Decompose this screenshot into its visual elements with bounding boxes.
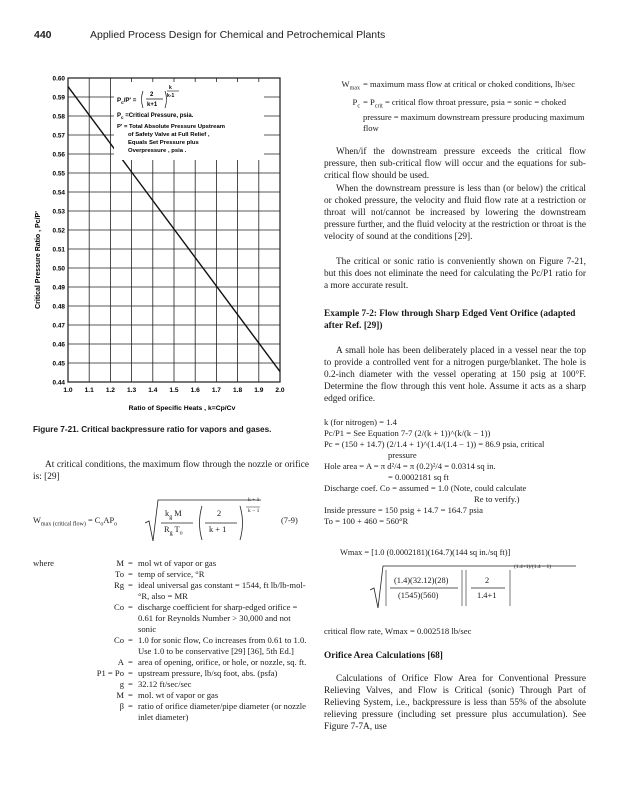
- calc-line: k (for nitrogen) = 1.4: [324, 417, 397, 427]
- wmax-num: (1.4)(32.12)(28): [394, 576, 449, 585]
- definition-text: ideal universal gas constant = 1544, ft lb/lb-mol-°R, also = MR: [138, 580, 306, 601]
- def-wmax-sub: max: [349, 85, 360, 92]
- right-paragraph-2: When the downstream pressure is less than (or below) the critical or choked pressure, the velocity and fluid flow rate at a restriction or throat will not/cannot be increased by lowering the downstream pressure further, and the fluid velocity at the restriction or throat is the velocity of sound at the conditions [29].: [324, 184, 586, 242]
- def-wmax-w: W: [341, 79, 350, 89]
- y-tick-label: 0.50: [52, 265, 65, 273]
- wmax-kp1: 1.4+1: [477, 591, 497, 600]
- def-wmax-sym: [324, 79, 363, 95]
- y-tick-labels: [53, 75, 66, 386]
- definition-equals: =: [128, 602, 133, 612]
- figure-caption-text: Figure 7-21. Critical backpressure ratio for vapors and gases.: [33, 425, 272, 434]
- y-tick-label: 0.51: [52, 246, 65, 254]
- right-paragraph-3: The critical or sonic ratio is conveniently shown on Figure 7-21, but this does not eliminate the need for calculating the Pc/P1 ratio for a more accurate result.: [324, 257, 586, 291]
- wmax-equation: [324, 548, 586, 610]
- definition-text: ratio of orifice diameter/pipe diameter (or nozzle inlet diameter): [138, 701, 306, 722]
- legend-line-4: of Safety Valve at Full Relief ,: [128, 132, 210, 138]
- definition-symbol: P1 = Po: [96, 668, 124, 678]
- legend-frac-den: k+1: [147, 102, 158, 108]
- y-tick-label: 0.59: [52, 94, 65, 102]
- calc-line: Inside pressure = 150 psig + 14.7 = 164.7 psia: [324, 505, 483, 515]
- def-pc-body: [363, 97, 586, 135]
- eq-rhs-ap: AP: [103, 516, 115, 525]
- definition-text: mol wt of vapor or gas: [138, 558, 217, 568]
- eq-kp1: k + 1: [209, 525, 227, 534]
- x-tick-label: 1.1: [84, 387, 94, 394]
- y-tick-label: 0.48: [52, 303, 65, 311]
- x-tick-label: 1.8: [233, 387, 243, 394]
- x-tick-label: 1.6: [190, 387, 200, 394]
- x-axis-label: Ratio of Specific Heats , k=Cp/Cv: [128, 405, 236, 412]
- definition-symbol: A: [117, 657, 124, 667]
- eq-num1-sub: g: [169, 514, 173, 521]
- wmax-two: 2: [485, 576, 490, 585]
- where-label: where: [33, 558, 54, 568]
- def-pc-p: P: [352, 96, 358, 107]
- x-tick-label: 1.7: [211, 387, 221, 394]
- definition-symbol: β: [119, 701, 124, 711]
- section-title: Orifice Area Calculations [68]: [324, 651, 443, 661]
- x-tick-label: 1.9: [254, 387, 264, 394]
- x-tick-label: 1.5: [169, 387, 179, 394]
- eq-exp-bot: k − 1: [248, 508, 260, 514]
- eq-den1-sub: g: [169, 530, 173, 537]
- def-wmax: [324, 79, 586, 95]
- eq-den1-r: R: [164, 525, 170, 534]
- definition-row: [52, 602, 310, 635]
- definition-row: [52, 580, 310, 602]
- right-top-definitions: [324, 79, 586, 134]
- definition-equals: =: [128, 635, 133, 645]
- legend-exp-den: k-1: [167, 93, 175, 99]
- definition-row: [52, 635, 310, 657]
- legend-line-2: $P_c$ =Critical Pressure, psia.: [117, 113, 194, 120]
- example-paragraph: A small hole has been deliberately placed in a vessel near the top to provide a controlled vent for a nitrogen purge/blanket. The hole is 0.2-inch diameter with the vessel operating at 150 psig at 100°F. Determine the flow through this vent hole. Assume it acts as a sharp edged orifice.: [324, 346, 586, 404]
- y-tick-label: 0.46: [52, 341, 65, 349]
- legend-exp-num: k: [169, 85, 172, 91]
- definition-equals: =: [128, 701, 133, 711]
- x-tick-label: 1.2: [105, 387, 115, 394]
- x-tick-label: 1.3: [127, 387, 137, 394]
- def-pc-sub: c: [357, 103, 360, 110]
- eq-num1-m: M: [174, 509, 182, 518]
- eq-lhs: [33, 516, 117, 528]
- definition-equals: =: [128, 580, 133, 590]
- equation-7-9: [33, 497, 313, 545]
- definition-equals: =: [128, 657, 133, 667]
- page-number: 440: [34, 29, 52, 41]
- y-tick-label: 0.53: [52, 208, 65, 216]
- example-title: Example 7-2: Flow through Sharp Edged Vent Orifice (adapted after Ref. [29]): [324, 309, 576, 331]
- y-tick-label: 0.57: [52, 132, 65, 140]
- eq-rhs-c: = C: [87, 516, 101, 525]
- eq-lhs-sub: max (critical flow): [40, 521, 86, 528]
- y-tick-label: 0.47: [52, 322, 65, 330]
- y-tick-label: 0.58: [52, 113, 65, 121]
- eq-sqrt-sign: [145, 500, 261, 541]
- calc-line: Pc/P1 = See Equation 7-7 (2/(k + 1))^(k/(k − 1)): [324, 428, 491, 438]
- legend-line-3: P' = Total Absolute Pressure Upstream: [117, 124, 225, 130]
- legend-frac-num: 2: [150, 92, 154, 98]
- definition-text: upstream pressure, lb/sq foot, abs. (psfa): [138, 668, 278, 678]
- eq-den1-t: T: [174, 525, 180, 534]
- eq-sqrt: [145, 497, 265, 545]
- def-pc: [324, 97, 586, 135]
- eq-two: 2: [217, 509, 222, 518]
- definition-list: [52, 558, 310, 723]
- definition-symbol: Rg: [113, 580, 124, 590]
- critical-flow-result: critical flow rate, Wmax = 0.002518 lb/sec: [324, 626, 472, 636]
- x-tick-label: 1.4: [148, 387, 158, 394]
- definition-equals: =: [128, 679, 133, 689]
- def-pc-text: = critical flow throat pressure, psia = sonic = choked pressure = maximum downstream pressure producing maximum flow: [363, 96, 585, 134]
- definition-equals: =: [128, 569, 133, 579]
- definition-text: mol. wt of vapor or gas: [138, 690, 219, 700]
- definition-symbol: To: [115, 569, 124, 579]
- legend-line-6: Overpressure , psia .: [128, 148, 187, 154]
- wmax-sqrt-sign: [370, 566, 576, 608]
- def-pc-sym: [324, 97, 363, 135]
- definition-equals: =: [128, 558, 133, 568]
- figure-caption: [33, 425, 313, 434]
- x-tick-labels: [63, 387, 284, 394]
- definition-equals: =: [128, 668, 133, 678]
- def-wmax-text: = maximum mass flow at critical or choked conditions, lb/sec: [363, 79, 576, 89]
- y-tick-label: 0.49: [52, 284, 65, 292]
- wmax-line: Wmax = [1.0 (0.0002181)(164.7)(144 sq in./sq ft)]: [340, 548, 511, 557]
- eq-label: (7-9): [281, 516, 298, 525]
- y-tick-label: 0.52: [52, 227, 65, 235]
- definition-text: temp of service, °R: [138, 569, 205, 579]
- definition-row: [52, 701, 310, 723]
- definition-row: [52, 569, 310, 580]
- y-tick-label: 0.55: [52, 170, 65, 178]
- definition-row: [52, 690, 310, 701]
- y-tick-label: 0.44: [52, 379, 65, 387]
- y-axis-label: Critical Pressure Ratio , Pc/P': [35, 211, 42, 309]
- definition-text: area of opening, orifice, or hole, or nozzle, sq. ft.: [138, 657, 307, 667]
- y-tick-label: 0.56: [52, 151, 65, 159]
- eq-den1: [164, 525, 183, 537]
- y-tick-label: 0.54: [52, 189, 65, 197]
- legend-line-5: Equals Set Pressure plus: [128, 140, 199, 146]
- calc-line: To = 100 + 460 = 560°R: [324, 516, 409, 526]
- critical-pressure-ratio-chart: [22, 70, 302, 420]
- legend-formula: $P_c/P'$ =: [117, 97, 137, 105]
- definition-text: discharge coefficient for sharp-edged orifice = 0.61 for Reynolds Number > 30,000 and not sonic: [138, 602, 298, 634]
- calc-line: Re to verify.): [474, 494, 520, 504]
- running-title: Applied Process Design for Chemical and Petrochemical Plants: [90, 29, 386, 41]
- definition-row: [52, 668, 310, 679]
- def-pc-sub2: crit: [374, 103, 383, 110]
- def-pc-eq: = P: [363, 96, 375, 107]
- eq-lhs-w: W: [33, 516, 41, 525]
- wmax-exp: (1.4+1)/(1.4 − 1): [514, 564, 552, 570]
- example-calculations: [324, 417, 586, 527]
- definition-symbol: M: [116, 690, 124, 700]
- calc-line: pressure: [388, 450, 417, 460]
- section-paragraph: Calculations of Orifice Flow Area for Conventional Pressure Relieving Valves, and Flow is Critical (sonic) Through Part of Relieving System, i.e., backpressure is less than 55% of the absolute relieving pressure (including set pressure plus accumulation). See Figure 7-7A, use: [324, 674, 586, 732]
- definition-text: 32.12 ft/sec/sec: [138, 679, 192, 689]
- definition-symbol: Co: [113, 635, 124, 645]
- definition-row: [52, 558, 310, 569]
- eq-rhs-sub-o2: o: [114, 521, 118, 528]
- left-intro-paragraph: At critical conditions, the maximum flow through the nozzle or orifice is: [29]: [33, 460, 309, 482]
- eq-exp-top: k + 1: [248, 497, 260, 503]
- calc-line: Hole area = A = π d²/4 = π (0.2)²/4 = 0.0314 sq in.: [324, 461, 496, 471]
- x-tick-label: 1.0: [63, 387, 73, 394]
- definition-symbol: g: [119, 679, 124, 689]
- definition-row: [52, 657, 310, 668]
- definition-symbol: Co: [113, 602, 124, 612]
- x-tick-label: 2.0: [275, 387, 285, 394]
- definition-symbol: M: [116, 558, 124, 568]
- eq-rhs-sub-o: o: [100, 521, 104, 528]
- right-paragraph-1: When/if the downstream pressure exceeds the critical flow pressure, then sub-critical flow will occur and the equations for sub-critical flow should be used.: [324, 147, 586, 181]
- eq-num1: [165, 509, 182, 521]
- eq-num1-k: k: [165, 509, 170, 518]
- definition-text: 1.0 for sonic flow, Co increases from 0.61 to 1.0. Use 1.0 to be conservative [29] [36], 5th Ed.]: [138, 635, 307, 656]
- y-tick-label: 0.60: [52, 75, 65, 83]
- definition-equals: =: [128, 690, 133, 700]
- calc-line: Pc = (150 + 14.7) (2/1.4 + 1)^(1.4/(1.4 − 1)) = 86.9 psia, critical: [324, 439, 545, 449]
- y-tick-label: 0.45: [52, 360, 65, 368]
- calc-line: = 0.0002181 sq ft: [388, 472, 449, 482]
- calc-line: Discharge coef. Co = assumed = 1.0 (Note, could calculate: [324, 483, 527, 493]
- definition-row: [52, 679, 310, 690]
- eq-den1-sub2: o: [179, 530, 183, 537]
- wmax-den: (1545)(560): [398, 591, 439, 600]
